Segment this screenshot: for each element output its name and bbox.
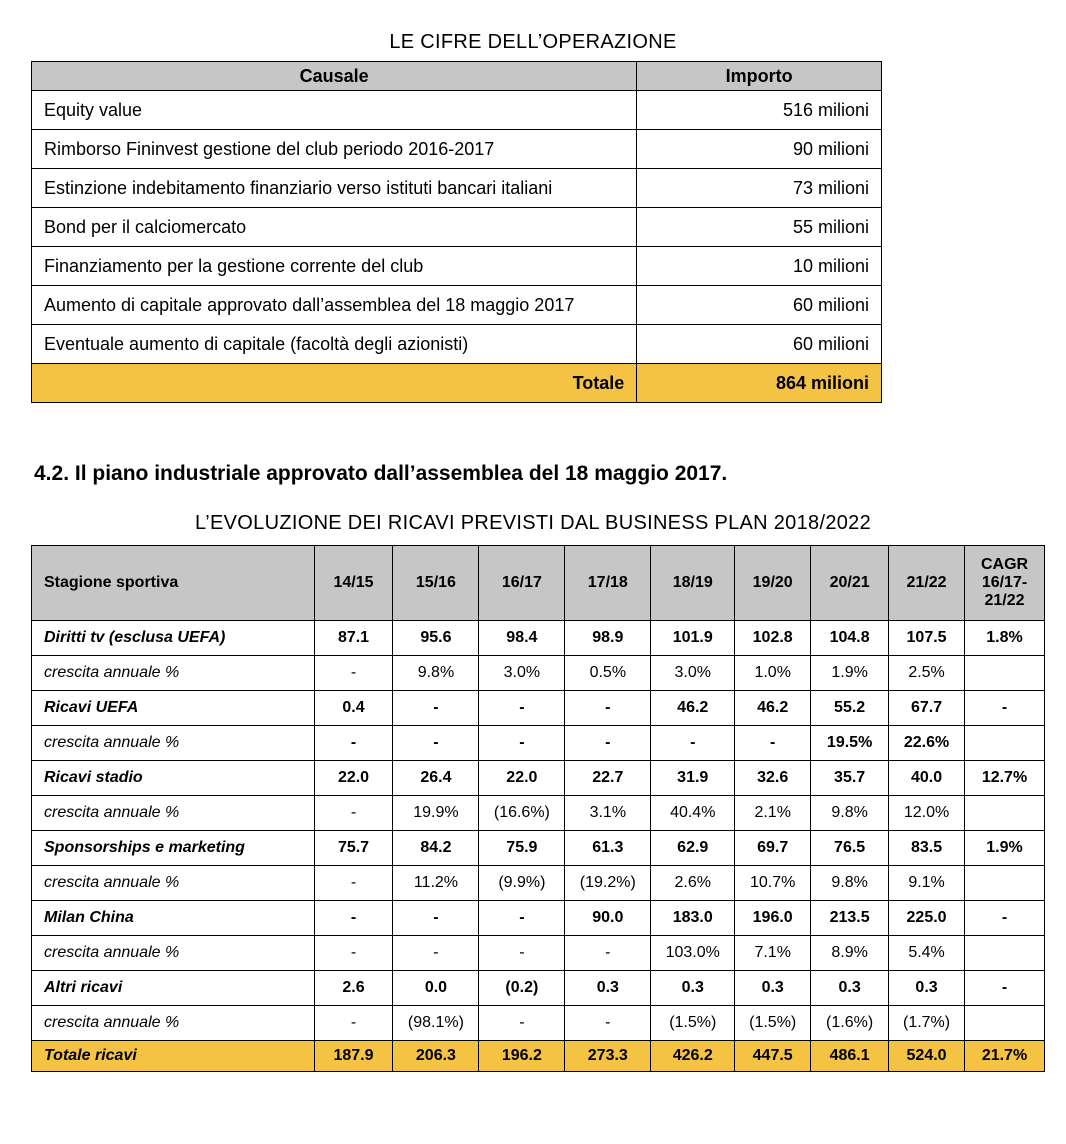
value-cell: 31.9 <box>651 761 735 796</box>
value-cell: (19.2%) <box>565 866 651 901</box>
value-cell: - <box>393 936 479 971</box>
value-cell: - <box>393 901 479 936</box>
value-cell: (1.5%) <box>735 1006 811 1041</box>
value-cell: 225.0 <box>889 901 965 936</box>
value-cell: 22.6% <box>889 726 965 761</box>
importo-cell: 73 milioni <box>637 169 882 208</box>
value-cell: 95.6 <box>393 621 479 656</box>
value-cell: 83.5 <box>889 831 965 866</box>
value-cell: - <box>479 901 565 936</box>
row-label: Sponsorships e marketing <box>32 831 315 866</box>
value-cell: (9.9%) <box>479 866 565 901</box>
value-cell: (1.5%) <box>651 1006 735 1041</box>
revenue-row <box>32 691 1045 726</box>
header-season: 21/22 <box>889 546 965 621</box>
value-cell: 187.9 <box>314 1041 393 1072</box>
cagr-cell <box>965 656 1045 691</box>
value-cell: 11.2% <box>393 866 479 901</box>
row-label: crescita annuale % <box>32 866 315 901</box>
value-cell: - <box>314 796 393 831</box>
row-label: crescita annuale % <box>32 656 315 691</box>
value-cell: 103.0% <box>651 936 735 971</box>
value-cell: 98.4 <box>479 621 565 656</box>
value-cell: - <box>393 726 479 761</box>
cifre-total-row <box>32 364 882 403</box>
value-cell: 84.2 <box>393 831 479 866</box>
value-cell: 67.7 <box>889 691 965 726</box>
cagr-cell <box>965 726 1045 761</box>
value-cell: 0.0 <box>393 971 479 1006</box>
growth-row <box>32 866 1045 901</box>
value-cell: 3.0% <box>651 656 735 691</box>
header-season: 16/17 <box>479 546 565 621</box>
cifre-row <box>32 247 882 286</box>
causale-cell: Bond per il calciomercato <box>32 208 637 247</box>
ricavi-table <box>31 545 1045 1072</box>
cifre-row <box>32 286 882 325</box>
importo-cell: 10 milioni <box>637 247 882 286</box>
value-cell: 486.1 <box>811 1041 889 1072</box>
cifre-caption: LE CIFRE DELL’OPERAZIONE <box>389 31 677 53</box>
value-cell: 0.4 <box>314 691 393 726</box>
value-cell: 0.3 <box>735 971 811 1006</box>
value-cell: 273.3 <box>565 1041 651 1072</box>
value-cell: - <box>735 726 811 761</box>
growth-row <box>32 1006 1045 1041</box>
value-cell: (1.6%) <box>811 1006 889 1041</box>
cifre-row <box>32 91 882 130</box>
value-cell: 10.7% <box>735 866 811 901</box>
value-cell: 19.9% <box>393 796 479 831</box>
header-season: 17/18 <box>565 546 651 621</box>
value-cell: - <box>479 726 565 761</box>
row-label: Altri ricavi <box>32 971 315 1006</box>
importo-cell: 60 milioni <box>637 325 882 364</box>
header-season: 20/21 <box>811 546 889 621</box>
value-cell: 447.5 <box>735 1041 811 1072</box>
value-cell: 22.7 <box>565 761 651 796</box>
value-cell: 3.1% <box>565 796 651 831</box>
cifre-row <box>32 208 882 247</box>
cagr-cell: - <box>965 901 1045 936</box>
value-cell: 104.8 <box>811 621 889 656</box>
value-cell: - <box>565 936 651 971</box>
value-cell: 2.6% <box>651 866 735 901</box>
value-cell: 1.0% <box>735 656 811 691</box>
value-cell: 55.2 <box>811 691 889 726</box>
revenue-row <box>32 831 1045 866</box>
value-cell: 12.0% <box>889 796 965 831</box>
value-cell: (98.1%) <box>393 1006 479 1041</box>
row-label: crescita annuale % <box>32 726 315 761</box>
revenue-row <box>32 971 1045 1006</box>
value-cell: 61.3 <box>565 831 651 866</box>
value-cell: 26.4 <box>393 761 479 796</box>
value-cell: - <box>314 866 393 901</box>
cagr-cell <box>965 796 1045 831</box>
cifre-row <box>32 169 882 208</box>
value-cell: 107.5 <box>889 621 965 656</box>
cifre-row <box>32 130 882 169</box>
value-cell: (1.7%) <box>889 1006 965 1041</box>
growth-row <box>32 936 1045 971</box>
value-cell: 7.1% <box>735 936 811 971</box>
value-cell: 69.7 <box>735 831 811 866</box>
value-cell: 102.8 <box>735 621 811 656</box>
importo-cell: 60 milioni <box>637 286 882 325</box>
ricavi-header-row <box>32 546 1045 621</box>
value-cell: 0.5% <box>565 656 651 691</box>
value-cell: 40.4% <box>651 796 735 831</box>
header-cagr: CAGR 16/17-21/22 <box>965 546 1045 621</box>
value-cell: 5.4% <box>889 936 965 971</box>
header-season: 14/15 <box>314 546 393 621</box>
cagr-cell: 1.8% <box>965 621 1045 656</box>
row-label: Ricavi UEFA <box>32 691 315 726</box>
value-cell: 2.1% <box>735 796 811 831</box>
value-cell: - <box>314 1006 393 1041</box>
causale-cell: Finanziamento per la gestione corrente del club <box>32 247 637 286</box>
value-cell: 524.0 <box>889 1041 965 1072</box>
value-cell: - <box>565 726 651 761</box>
value-cell: 75.9 <box>479 831 565 866</box>
ricavi-caption: L’EVOLUZIONE DEI RICAVI PREVISTI DAL BUSINESS PLAN 2018/2022 <box>194 512 872 534</box>
causale-cell: Eventuale aumento di capitale (facoltà degli azionisti) <box>32 325 637 364</box>
value-cell: 9.1% <box>889 866 965 901</box>
value-cell: 9.8% <box>811 796 889 831</box>
value-cell: (16.6%) <box>479 796 565 831</box>
cifre-table <box>31 61 882 403</box>
total-value: 864 milioni <box>637 364 882 403</box>
value-cell: 98.9 <box>565 621 651 656</box>
header-season: 18/19 <box>651 546 735 621</box>
value-cell: 75.7 <box>314 831 393 866</box>
value-cell: - <box>479 1006 565 1041</box>
value-cell: - <box>565 691 651 726</box>
section-heading: 4.2. Il piano industriale approvato dall’assemblea del 18 maggio 2017. <box>34 462 728 485</box>
value-cell: - <box>393 691 479 726</box>
value-cell: 183.0 <box>651 901 735 936</box>
header-causale: Causale <box>32 62 637 91</box>
value-cell: 19.5% <box>811 726 889 761</box>
value-cell: 8.9% <box>811 936 889 971</box>
value-cell: - <box>565 1006 651 1041</box>
header-season: 19/20 <box>735 546 811 621</box>
row-label: crescita annuale % <box>32 796 315 831</box>
row-label: Ricavi stadio <box>32 761 315 796</box>
value-cell: 9.8% <box>811 866 889 901</box>
revenue-row <box>32 621 1045 656</box>
value-cell: 0.3 <box>651 971 735 1006</box>
causale-cell: Equity value <box>32 91 637 130</box>
value-cell: 76.5 <box>811 831 889 866</box>
value-cell: 9.8% <box>393 656 479 691</box>
value-cell: 196.2 <box>479 1041 565 1072</box>
value-cell: 46.2 <box>735 691 811 726</box>
value-cell: (0.2) <box>479 971 565 1006</box>
value-cell: 90.0 <box>565 901 651 936</box>
value-cell: 22.0 <box>314 761 393 796</box>
row-label: Totale ricavi <box>32 1041 315 1072</box>
value-cell: 206.3 <box>393 1041 479 1072</box>
cagr-cell: - <box>965 691 1045 726</box>
growth-row <box>32 726 1045 761</box>
value-cell: 87.1 <box>314 621 393 656</box>
causale-cell: Rimborso Fininvest gestione del club periodo 2016-2017 <box>32 130 637 169</box>
causale-cell: Estinzione indebitamento finanziario verso istituti bancari italiani <box>32 169 637 208</box>
value-cell: 0.3 <box>811 971 889 1006</box>
causale-cell: Aumento di capitale approvato dall’assemblea del 18 maggio 2017 <box>32 286 637 325</box>
value-cell: 1.9% <box>811 656 889 691</box>
value-cell: 213.5 <box>811 901 889 936</box>
row-label: crescita annuale % <box>32 936 315 971</box>
value-cell: 3.0% <box>479 656 565 691</box>
ricavi-total-row <box>32 1041 1045 1072</box>
row-label: Milan China <box>32 901 315 936</box>
revenue-row <box>32 761 1045 796</box>
cagr-cell: - <box>965 971 1045 1006</box>
header-stagione: Stagione sportiva <box>32 546 315 621</box>
value-cell: 196.0 <box>735 901 811 936</box>
cagr-cell: 12.7% <box>965 761 1045 796</box>
value-cell: - <box>314 726 393 761</box>
value-cell: - <box>314 901 393 936</box>
revenue-row <box>32 901 1045 936</box>
value-cell: 0.3 <box>889 971 965 1006</box>
importo-cell: 55 milioni <box>637 208 882 247</box>
importo-cell: 516 milioni <box>637 91 882 130</box>
value-cell: 62.9 <box>651 831 735 866</box>
growth-row <box>32 656 1045 691</box>
value-cell: 35.7 <box>811 761 889 796</box>
value-cell: 0.3 <box>565 971 651 1006</box>
value-cell: - <box>314 936 393 971</box>
growth-row <box>32 796 1045 831</box>
value-cell: 40.0 <box>889 761 965 796</box>
importo-cell: 90 milioni <box>637 130 882 169</box>
value-cell: 426.2 <box>651 1041 735 1072</box>
header-season: 15/16 <box>393 546 479 621</box>
cagr-cell: 21.7% <box>965 1041 1045 1072</box>
cagr-cell <box>965 866 1045 901</box>
value-cell: 46.2 <box>651 691 735 726</box>
value-cell: - <box>479 936 565 971</box>
row-label: crescita annuale % <box>32 1006 315 1041</box>
value-cell: - <box>314 656 393 691</box>
row-label: Diritti tv (esclusa UEFA) <box>32 621 315 656</box>
value-cell: 32.6 <box>735 761 811 796</box>
value-cell: - <box>651 726 735 761</box>
value-cell: 101.9 <box>651 621 735 656</box>
value-cell: 2.6 <box>314 971 393 1006</box>
value-cell: - <box>479 691 565 726</box>
header-importo: Importo <box>637 62 882 91</box>
cagr-cell <box>965 936 1045 971</box>
cifre-header-row <box>32 62 882 91</box>
cagr-cell: 1.9% <box>965 831 1045 866</box>
total-label: Totale <box>32 364 637 403</box>
value-cell: 2.5% <box>889 656 965 691</box>
cifre-row <box>32 325 882 364</box>
cagr-cell <box>965 1006 1045 1041</box>
value-cell: 22.0 <box>479 761 565 796</box>
